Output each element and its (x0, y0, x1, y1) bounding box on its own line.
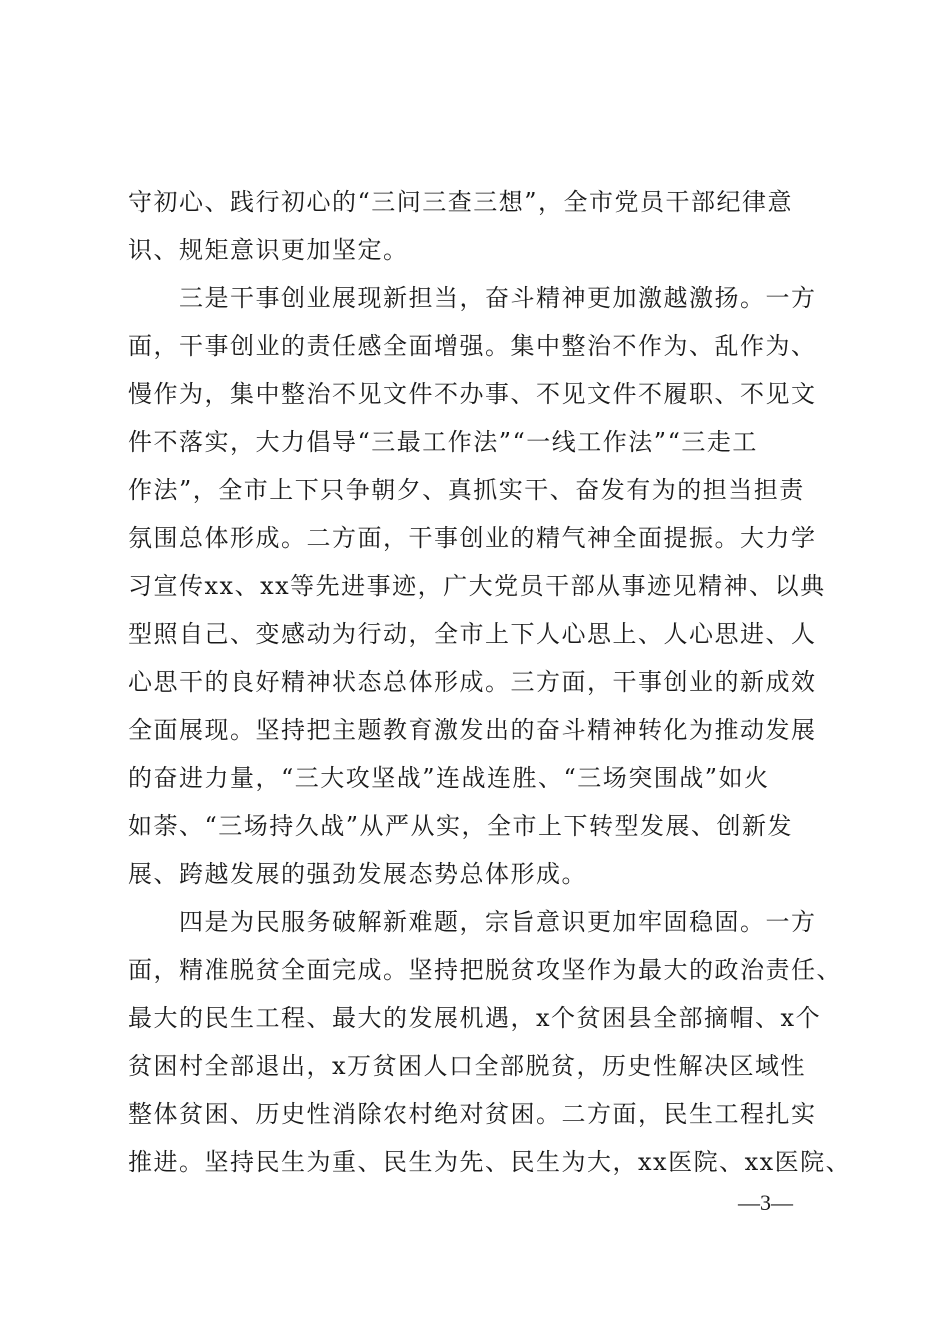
text-line: 守初心、践行初心的“三问三查三想”，全市党员干部纪律意 (128, 188, 794, 216)
text-line: 识、规矩意识更加坚定。 (128, 236, 409, 264)
text-line: 推进。坚持民生为重、民生为先、民生为大，xx医院、xx医院、 (128, 1148, 852, 1176)
text-line: 件不落实，大力倡导“三最工作法”“一线工作法”“三走工 (128, 428, 758, 456)
text-line: 作法”，全市上下只争朝夕、真抓实干、奋发有为的担当担责 (128, 476, 805, 504)
text-line: 四是为民服务破解新难题，宗旨意识更加牢固稳固。一方 (128, 908, 817, 936)
text-line: 全面展现。坚持把主题教育激发出的奋斗精神转化为推动发展 (128, 716, 817, 744)
page-number: —3— (738, 1190, 793, 1215)
text-line: 氛围总体形成。二方面，干事创业的精气神全面提振。大力学 (128, 524, 817, 552)
body-text (128, 178, 852, 1186)
text-line: 面，干事创业的责任感全面增强。集中整治不作为、乱作为、 (128, 332, 817, 360)
text-line: 的奋进力量，“三大攻坚战”连战连胜、“三场突围战”如火 (128, 764, 770, 792)
text-line: 慢作为，集中整治不见文件不办事、不见文件不履职、不见文 (128, 380, 817, 408)
text-line: 习宣传xx、xx等先进事迹，广大党员干部从事迹见精神、以典 (128, 572, 826, 600)
text-line: 三是干事创业展现新担当，奋斗精神更加激越激扬。一方 (128, 284, 817, 312)
text-line: 面，精准脱贫全面完成。坚持把脱贫攻坚作为最大的政治责任、 (128, 956, 842, 984)
text-line: 展、跨越发展的强劲发展态势总体形成。 (128, 860, 587, 888)
text-line: 如荼、“三场持久战”从严从实，全市上下转型发展、创新发 (128, 812, 794, 840)
text-line: 心思干的良好精神状态总体形成。三方面，干事创业的新成效 (128, 668, 817, 696)
text-line: 型照自己、变感动为行动，全市上下人心思上、人心思进、人 (128, 620, 817, 648)
text-line: 最大的民生工程、最大的发展机遇，x个贫困县全部摘帽、x个 (128, 1004, 822, 1032)
text-line: 贫困村全部退出，x万贫困人口全部脱贫，历史性解决区域性 (128, 1052, 807, 1080)
text-line: 整体贫困、历史性消除农村绝对贫困。二方面，民生工程扎实 (128, 1100, 817, 1128)
